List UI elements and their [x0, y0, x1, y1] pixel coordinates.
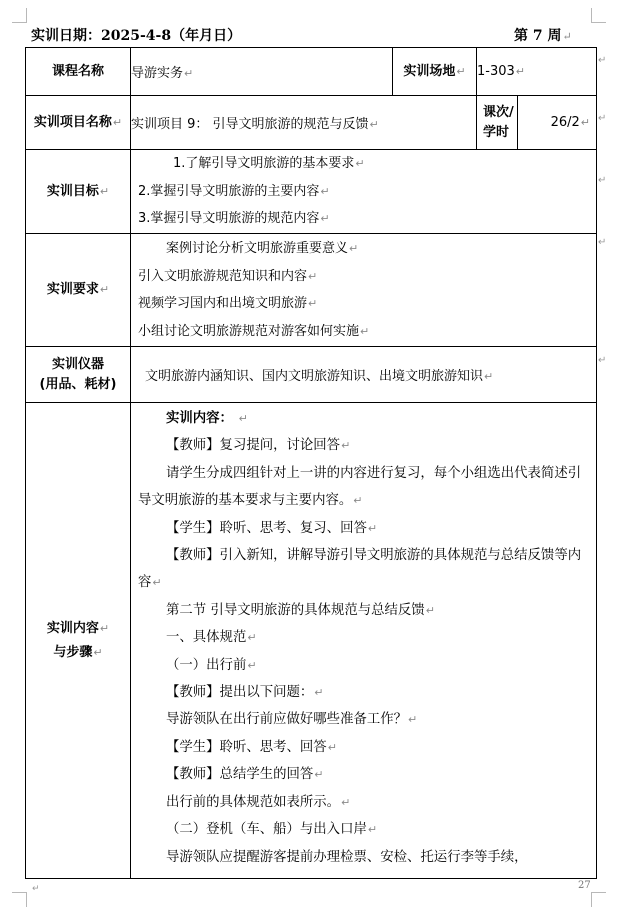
row-content [26, 403, 597, 879]
training-date: 实训日期：2025-4-8（年月日） [31, 28, 242, 44]
requirements-label: 实训要求↵ [26, 234, 131, 347]
content-label: 实训内容↵ 与步骤↵ [26, 403, 131, 879]
crop-mark-bottom-right [591, 892, 606, 907]
content-paragraph: 一、具体规范↵ [166, 630, 257, 646]
course-name-value: 导游实务↵ [131, 48, 393, 96]
content-paragraph: 导游领队应提醒游客提前办理检票、安检、托运行李等手续， [166, 849, 528, 865]
course-name-label: 课程名称 [26, 48, 131, 96]
page-number: 27 [578, 880, 591, 891]
requirement-item: 引入文明旅游规范知识和内容↵ [138, 268, 318, 284]
row-end-mark: ↵ [598, 175, 607, 186]
content-paragraph: 导游领队在出行前应做好哪些准备工作？↵ [166, 712, 418, 728]
objectives-label: 实训目标↵ [26, 150, 131, 234]
content-paragraph: 【教师】提出以下问题：↵ [166, 685, 324, 701]
crop-mark-top-left [12, 8, 27, 23]
content-paragraph: 第二节 引导文明旅游的具体规范与总结反馈↵ [166, 602, 435, 618]
crop-mark-bottom-left [12, 892, 27, 907]
content-paragraph: 【学生】聆听、思考、复习、回答↵ [166, 520, 378, 536]
instruments-value: 文明旅游内涵知识、国内文明旅游知识、出境文明旅游知识↵ [131, 347, 597, 403]
content-paragraph: 【学生】聆听、思考、回答↵ [166, 739, 337, 755]
requirement-item: 小组讨论文明旅游规范对游客如何实施↵ [138, 323, 370, 339]
instruments-label: 实训仪器 (用品、耗材) [26, 347, 131, 403]
requirements-list [131, 234, 597, 347]
content-paragraph: 【教师】总结学生的回答↵ [166, 767, 324, 783]
content-paragraph: 出行前的具体规范如表所示。↵ [166, 794, 351, 810]
row-course-name [26, 48, 597, 96]
row-instruments [26, 347, 597, 403]
row-end-mark: ↵ [598, 113, 607, 124]
content-paragraph: （二）登机（车、船）与出入口岸↵ [166, 822, 378, 838]
row-end-mark: ↵ [598, 237, 607, 248]
content-heading: 实训内容： ↵ [166, 411, 248, 426]
venue-label: 实训场地↵ [393, 48, 477, 96]
objective-item: 3.掌握引导文明旅游的规范内容↵ [138, 211, 330, 227]
row-end-mark: ↵ [598, 55, 607, 66]
objectives-list [131, 150, 597, 234]
row-end-mark: ↵ [598, 355, 607, 366]
objective-item: 1.了解引导文明旅游的基本要求↵ [173, 156, 365, 172]
content-paragraph: 【教师】引入新知，讲解导游引导文明旅游的具体规范与总结反馈等内容↵ [138, 548, 582, 591]
crop-mark-top-right [591, 8, 606, 23]
row-requirements [26, 234, 597, 347]
content-paragraph: 【教师】复习提问，讨论回答↵ [166, 438, 351, 454]
hours-label: 课次/ 学时 [477, 96, 518, 150]
objective-item: 2.掌握引导文明旅游的主要内容↵ [138, 183, 330, 199]
venue-value: 1-303↵ [477, 48, 597, 96]
week-number: 第 7 周↵ [514, 28, 572, 44]
content-paragraph: 请学生分成四组针对上一讲的内容进行复习，每个小组选出代表简述引导文明旅游的基本要求与主要内容。↵ [138, 465, 582, 509]
training-record-table [25, 47, 597, 879]
row-project-name [26, 96, 597, 150]
row-objectives [26, 150, 597, 234]
requirement-item: 视频学习国内和出境文明旅游↵ [138, 296, 318, 311]
project-name-value: 实训项目 9： 引导文明旅游的规范与反馈↵ [131, 96, 477, 150]
project-name-label: 实训项目名称↵ [26, 96, 131, 150]
hours-value: 26/2↵ [518, 96, 597, 150]
requirement-item: 案例讨论分析文明旅游重要意义↵ [166, 241, 359, 256]
content-body [131, 403, 597, 879]
content-paragraph: （一）出行前↵ [166, 657, 257, 673]
footer-mark: ↵ [32, 884, 40, 894]
